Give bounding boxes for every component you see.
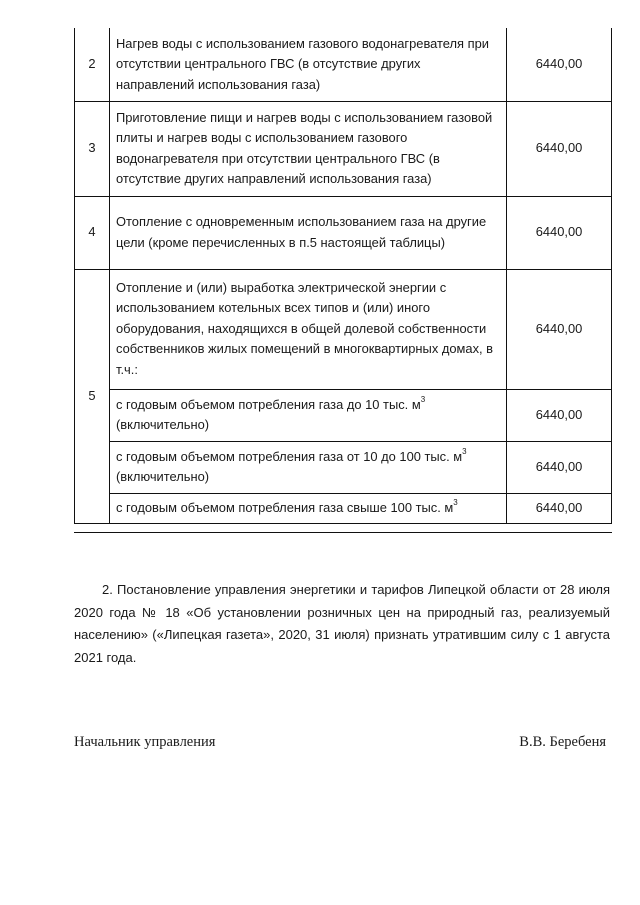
- table-row: [75, 101, 612, 196]
- table-row: [75, 269, 612, 389]
- subrow-description: [110, 441, 507, 493]
- signature-name: В.В. Беребеня: [519, 734, 606, 750]
- row-description: Отопление и (или) выработка электрической энергии с использованием котельных всех типов и (или) иного оборудования, находящихся в общей долевой собственности собственников жилых помещений в многоквартирных домах, в т.ч.:: [110, 269, 507, 389]
- row-description: Отопление с одновременным использованием газа на другие цели (кроме перечисленных в п.5 настоящей таблицы): [110, 196, 507, 269]
- subrow-text: с годовым объемом потребления газа от 10 до 100 тыс. м: [116, 448, 463, 464]
- subrow-text-tail: (включительно): [116, 417, 210, 432]
- superscript: 3: [462, 447, 467, 457]
- row-description: Приготовление пищи и нагрев воды с использованием газовой плиты и нагрев воды с использованием газового водонагревателя при отсутствии центрального ГВС (в отсутствие других направлений использования газа): [110, 101, 507, 196]
- superscript: 3: [420, 395, 426, 405]
- table-subrow: [75, 389, 612, 441]
- subrow-description: [110, 389, 507, 441]
- table-subrow: [75, 441, 612, 493]
- table-row: [75, 196, 612, 269]
- subrow-text: с годовым объемом потребления газа до 10 тыс. м: [116, 396, 421, 412]
- superscript: 3: [453, 498, 458, 508]
- row-number: 5: [75, 269, 110, 523]
- resolution-paragraph: 2. Постановление управления энергетики и тарифов Липецкой области от 28 июля 2020 года № 18 «Об установлении розничных цен на природный газ, реализуемый населению» («Липецкая газета», 2020, 31 июля) признать утратившим силу с 1 августа 2021 года.: [74, 582, 610, 665]
- row-price: 6440,00: [507, 101, 612, 196]
- subrow-text-tail: (включительно): [116, 469, 210, 484]
- table-bottom-rule: [74, 532, 612, 533]
- subrow-description: [110, 493, 507, 523]
- signature-position: Начальник управления: [74, 734, 216, 750]
- subrow-price: 6440,00: [507, 389, 612, 441]
- subrow-price: 6440,00: [507, 493, 612, 523]
- tariff-table: [74, 28, 612, 524]
- table-subrow: [75, 493, 612, 523]
- row-price: 6440,00: [507, 28, 612, 101]
- subrow-price: 6440,00: [507, 441, 612, 493]
- subrow-text: с годовым объемом потребления газа свыше 100 тыс. м: [116, 499, 454, 515]
- table-row: [75, 28, 612, 101]
- row-number: 2: [75, 28, 110, 101]
- row-number: 3: [75, 101, 110, 196]
- row-price: 6440,00: [507, 269, 612, 389]
- row-description: Нагрев воды с использованием газового водонагревателя при отсутствии центрального ГВС (в отсутствие других направлений использования газа): [110, 28, 507, 101]
- row-number: 4: [75, 196, 110, 269]
- row-price: 6440,00: [507, 196, 612, 269]
